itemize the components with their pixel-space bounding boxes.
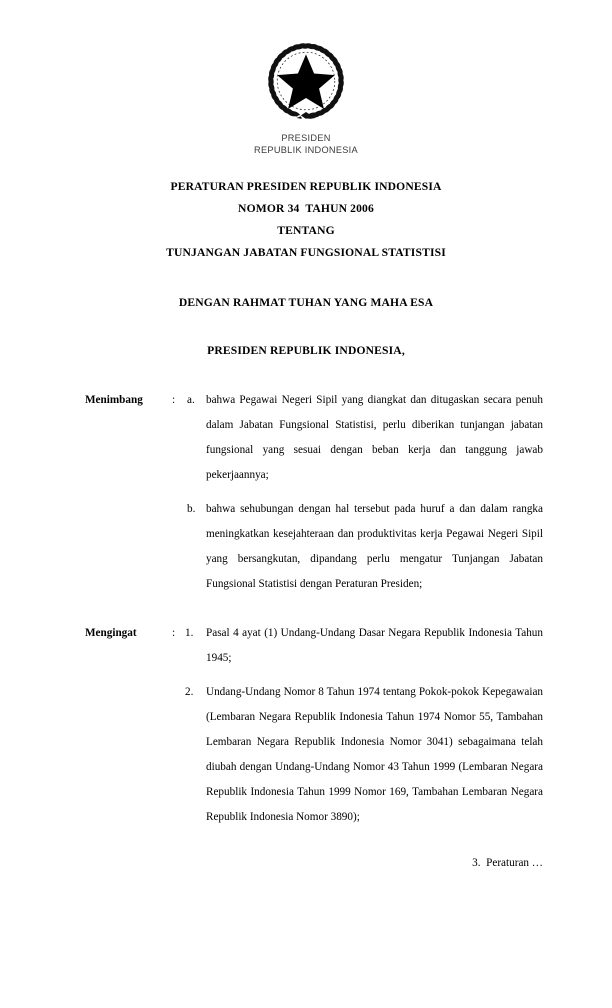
indonesian-presidential-seal-icon bbox=[263, 38, 349, 124]
clause-items-menimbang bbox=[187, 388, 543, 597]
emblem-caption-line2: REPUBLIK INDONESIA bbox=[254, 144, 358, 155]
item-marker: 2. bbox=[185, 686, 194, 698]
subtitle-spacer bbox=[0, 314, 612, 340]
item-text: Pasal 4 ayat (1) Undang-Undang Dasar Negara Republik Indonesia Tahun 1945; bbox=[206, 627, 543, 664]
clause-label-menimbang: Menimbang bbox=[85, 394, 143, 406]
clause-colon-mengingat: : bbox=[172, 627, 176, 639]
title-line-number: NOMOR 34 TAHUN 2006 bbox=[238, 202, 374, 215]
item-text: bahwa Pegawai Negeri Sipil yang diangkat dan ditugaskan secara penuh dalam Jabatan Fungsional Statistisi, perlu diberikan tunjangan jabatan fungsional yang sesuai dengan beban kerja dan tanggung jawab pekerjaannya; bbox=[206, 394, 543, 481]
document-subtitle-block bbox=[0, 292, 612, 362]
clause-colon-menimbang: : bbox=[172, 394, 176, 406]
clause-item bbox=[187, 497, 543, 597]
item-marker: a. bbox=[187, 394, 195, 406]
emblem-block bbox=[0, 38, 612, 156]
clause-section-mengingat bbox=[85, 621, 543, 830]
subtitle-president: PRESIDEN REPUBLIK INDONESIA, bbox=[207, 344, 405, 357]
clause-item bbox=[187, 680, 543, 830]
subtitle-blessing: DENGAN RAHMAT TUHAN YANG MAHA ESA bbox=[178, 296, 434, 309]
page-continuation-note: 3. Peraturan … bbox=[472, 857, 543, 869]
item-marker: 1. bbox=[185, 627, 194, 639]
emblem-caption-line1: PRESIDEN bbox=[281, 133, 331, 143]
clause-item bbox=[187, 621, 543, 671]
item-marker: b. bbox=[187, 503, 196, 515]
clause-item bbox=[187, 388, 543, 488]
clause-label-mengingat: Mengingat bbox=[85, 627, 137, 639]
title-line-regulation: PERATURAN PRESIDEN REPUBLIK INDONESIA bbox=[170, 180, 442, 193]
clauses-container bbox=[85, 388, 543, 830]
clause-section-menimbang bbox=[85, 388, 543, 597]
clause-items-mengingat bbox=[187, 621, 543, 830]
item-text: Undang-Undang Nomor 8 Tahun 1974 tentang Pokok-pokok Kepegawaian (Lembaran Negara Republik Indonesia Tahun 1974 Nomor 55, Tambahan Lembaran Negara Republik Indonesia Nomor 3041) sebagaimana telah diubah dengan Undang-Undang Nomor 43 Tahun 1999 (Lembaran Negara Republik Indonesia Tahun 1999 Nomor 169, Tambahan Lembaran Negara Republik Indonesia Nomor 3890); bbox=[206, 686, 543, 823]
title-line-tentang: TENTANG bbox=[277, 224, 335, 237]
item-text: bahwa sehubungan dengan hal tersebut pada huruf a dan dalam rangka meningkatkan kesejahteraan dan produktivitas kerja Pegawai Negeri Sipil yang bersangkutan, dipandang perlu mengatur Tunjangan Jabatan Fungsional Statistisi dengan Peraturan Presiden; bbox=[206, 503, 543, 590]
title-line-subject: TUNJANGAN JABATAN FUNGSIONAL STATISTISI bbox=[166, 246, 446, 259]
document-title-block bbox=[0, 176, 612, 264]
emblem-caption bbox=[0, 133, 612, 156]
star-shape bbox=[277, 54, 335, 109]
